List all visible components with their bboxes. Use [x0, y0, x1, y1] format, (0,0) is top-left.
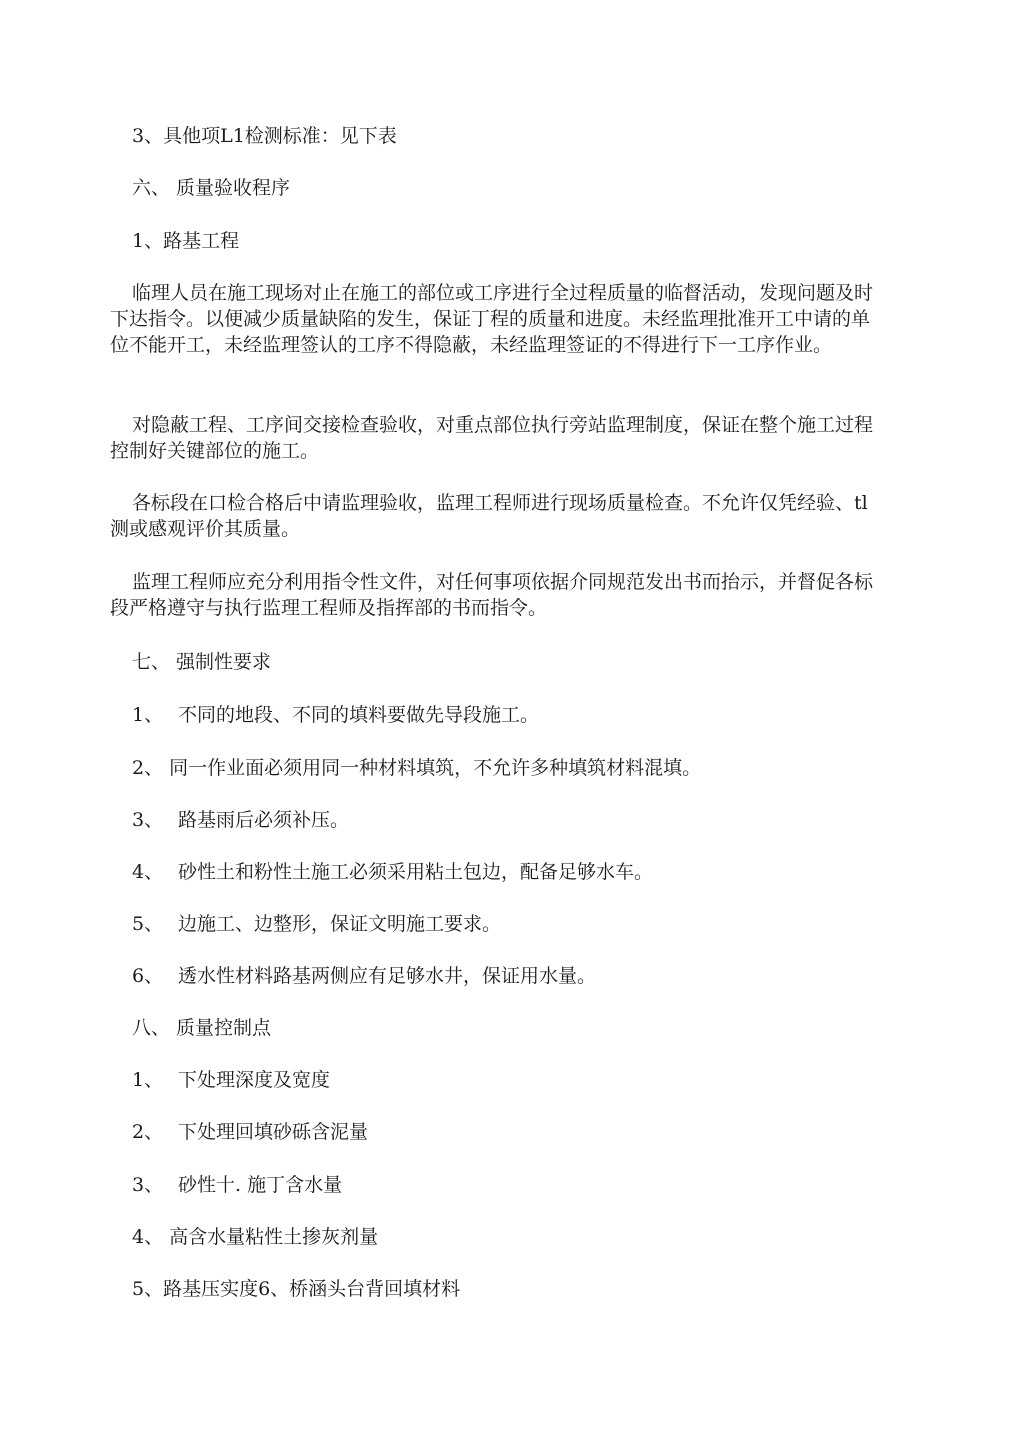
text-line: 3、具他项L1检测标准：见下表 [132, 125, 397, 147]
list-number: 3、 [132, 1174, 164, 1196]
list-item [132, 702, 539, 728]
list-text: 边施工、边整形，保证文明施工要求。 [178, 913, 502, 935]
list-item [132, 807, 349, 833]
list-text: 下处理深度及宽度 [178, 1069, 331, 1091]
paragraph-directives: 监理工程师应充分利用指令性文件，对任何事项依据介同规范发出书而抬示，并督促各标段严格遵守与执行监理工程师及指挥部的书而指令。 [110, 571, 874, 619]
list-number: 6、 [132, 965, 164, 987]
list-number: 3、 [132, 809, 164, 831]
paragraph-concealed-works: 对隐蔽工程、工序间交接检查验收，对重点部位执行旁站监理制度，保证在整个施工过程控制好关键部位的施工。 [110, 414, 874, 462]
list-text: 砂性土和粉性土施工必须采用粘土包边，配备足够水车。 [178, 861, 654, 883]
list-item [132, 1172, 342, 1198]
list-number: 2、 [132, 1121, 164, 1143]
subsection-heading: 1、路基工程 [132, 230, 240, 252]
list-number: 5、 [132, 913, 164, 935]
section-heading-6: 六、 质量验收程序 [132, 177, 291, 199]
list-text: 路基雨后必须补压。 [178, 809, 350, 831]
list-item [132, 963, 596, 989]
list-text: 砂性十. 施丁含水量 [178, 1174, 343, 1196]
list-item: 2、 同一作业面必须用同一种材料填筑，不允许多种填筑材料混填。 [132, 757, 702, 779]
list-item: 5、路基压实度6、桥涵头台背回填材料 [132, 1278, 461, 1300]
list-item: 4、 高含水量粘性土掺灰剂量 [132, 1226, 379, 1248]
list-text: 不同的地段、不同的填料要做先导段施工。 [178, 704, 540, 726]
list-text: 下处理回填砂砾含泥量 [178, 1121, 369, 1143]
list-item [132, 1119, 368, 1145]
section-heading-8: 八、 质量控制点 [132, 1017, 272, 1039]
list-number: 1、 [132, 1069, 164, 1091]
paragraph-inspection: 各标段在口检合格后中请监理验收，监理工程师进行现场质量检查。不允许仅凭经验、tl测或感观评价其质量。 [110, 492, 868, 540]
list-item [132, 859, 653, 885]
list-item [132, 1067, 330, 1093]
list-text: 透水性材料路基两侧应有足够水井，保证用水量。 [178, 965, 597, 987]
section-heading-7: 七、 强制性要求 [132, 651, 272, 673]
list-item [132, 911, 501, 937]
paragraph-supervision: 临理人员在施工现场对止在施工的部位或工序进行全过程质量的临督活动，发现问题及时下达指令。以便减少质量缺陷的发生，保证丁程的质量和进度。未经监理批准开工中请的单位不能开工，未经监理签认的工序不得隐蔽，未经监理签证的不得进行下一工序作业。 [110, 282, 874, 356]
list-number: 4、 [132, 861, 164, 883]
list-number: 1、 [132, 704, 164, 726]
